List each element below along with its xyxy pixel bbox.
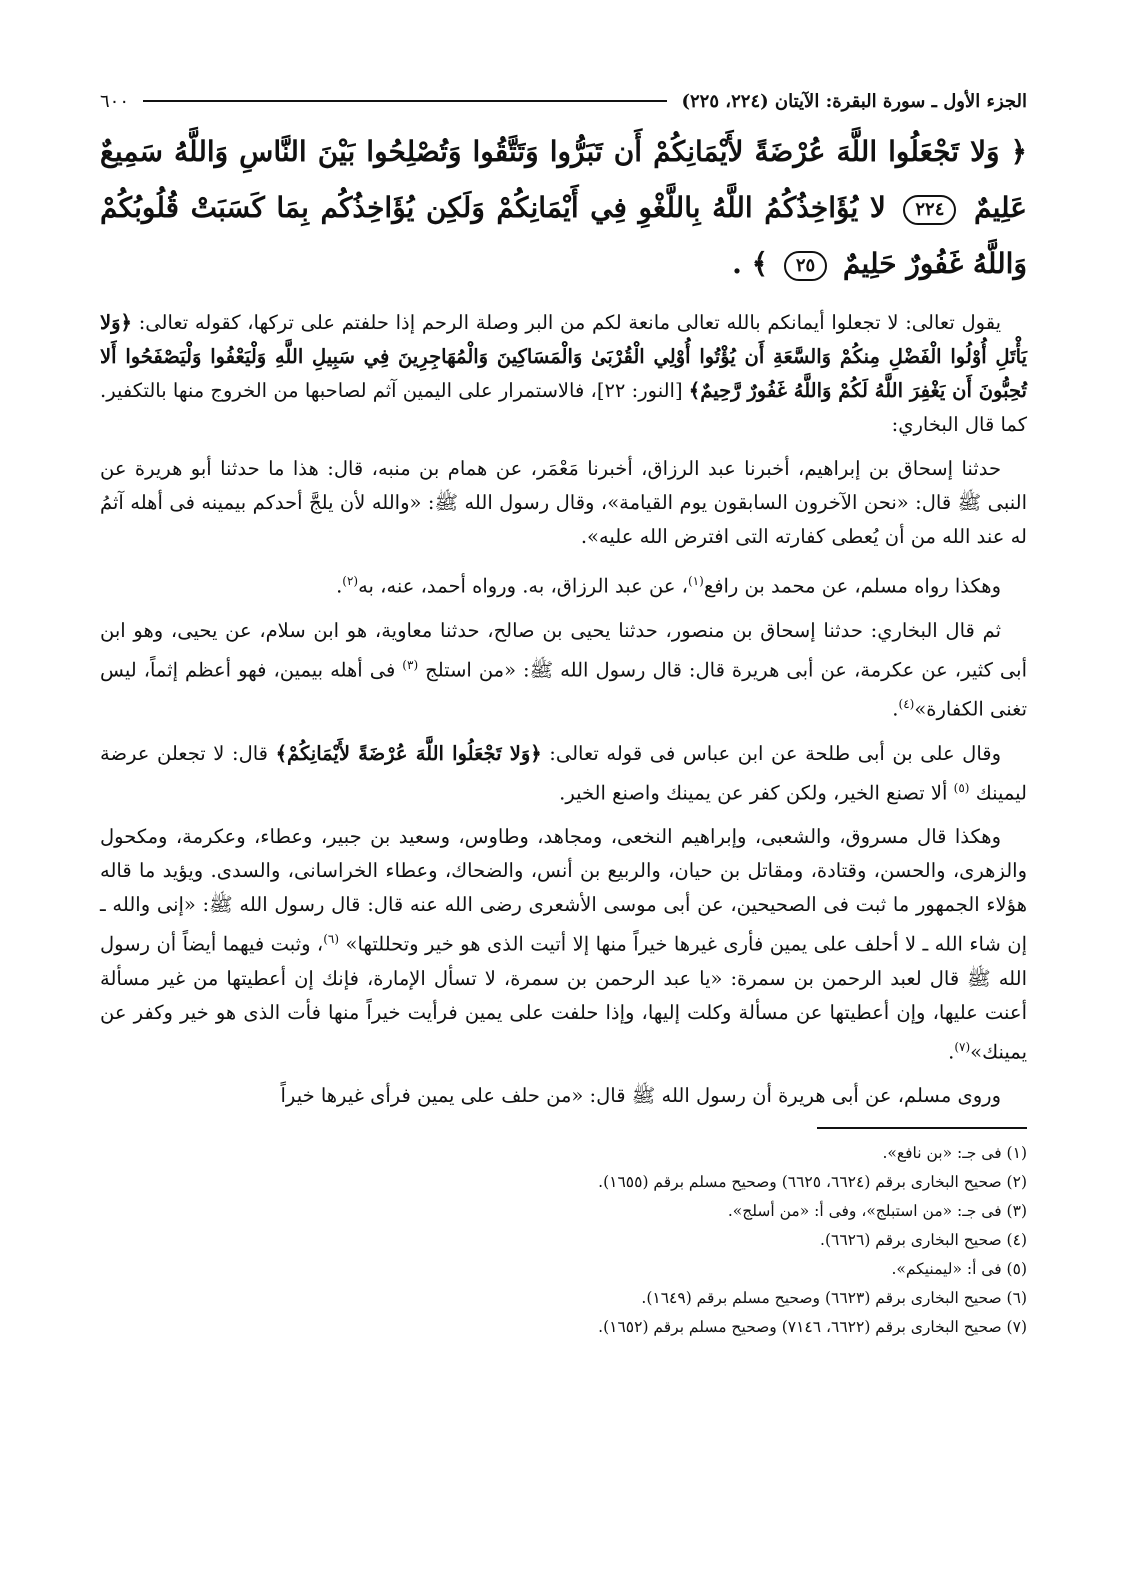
paragraph-text: قال: لا تجعلن عرضة ليمينك	[100, 741, 1027, 804]
paragraph-text: .	[948, 1040, 955, 1063]
paragraph-text: فى أهله بيمين، فهو أعظم إثماً، ليس تغنى الكفارة»	[100, 658, 1027, 721]
paragraph-text: وقال على بن أبى طلحة عن ابن عباس فى قوله تعالى:	[549, 741, 1002, 765]
paragraph-text: وهكذا قال مسروق، والشعبى، وإبراهيم النخعى، ومجاهد، وطاوس، وسعيد بن جبير، وعطاء، وعكرمة، ومكحول والزهرى، والحسن، وقتادة، ومقاتل بن حيان، والربيع بن أنس، والضحاك، وعطاء الخراسانى، والسدى. ويؤيد ما قاله هؤلاء الجمهور ما ثبت فى الصحيحين، عن أبى موسى الأشعرى رضى الله عنه قال: قال رسول الله ﷺ: «إنى والله ـ إن شاء الله ـ لا أحلف على يمين فأرى غيرها خيراً منها إلا أتيت الذى هو خير وتحللتها»	[100, 825, 1027, 956]
tafsir-paragraph	[100, 306, 1027, 442]
paragraph-text: يقول تعالى: لا تجعلوا أيمانكم بالله تعالى مانعة لكم من البر وصلة الرحم إذا حلفتم على تركها، كقوله تعالى:	[138, 311, 1002, 334]
footnote: (٦) صحيح البخارى برقم (٦٦٢٣) وصحيح مسلم برقم (١٦٤٩).	[641, 1289, 1027, 1307]
page-number: ٦٠٠	[100, 90, 130, 112]
header-rule	[143, 100, 667, 102]
verse-text-225: لا يُؤَاخِذُكُمُ اللَّهُ بِاللَّغْوِ فِي أَيْمَانِكُمْ وَلَكِن يُؤَاخِذُكُم بِمَا كَسَبَتْ قُلُوبُكُمْ وَاللَّهُ غَفُورٌ حَلِيمٌ	[100, 191, 1027, 280]
running-title: الجزء الأول ـ سورة البقرة: الآيتان (٢٢٤، ٢٢٥)	[681, 90, 1027, 112]
tafsir-paragraph	[100, 614, 1027, 727]
paragraph-text: وروى مسلم، عن أبى هريرة أن رسول الله ﷺ قال: «من حلف على يمين فرأى غيرها خيراً	[280, 1084, 1001, 1107]
quoted-verse: ﴿وَلا يَأْتَلِ أُوْلُوا الْفَضْلِ مِنكُمْ وَالسَّعَةِ أَن يُؤْتُوا أُوْلِي الْقُرْبَىٰ وَالْمَسَاكِينَ وَالْمُهَاجِرِينَ فِي سَبِيلِ اللَّهِ وَلْيَعْفُوا وَلْيَصْفَحُوا أَلا تُحِبُّونَ أَن يَغْفِرَ اللَّهُ لَكُمْ وَاللَّهُ غَفُورٌ رَّحِيمٌ﴾	[100, 311, 1027, 402]
paragraph-text: ، عن عبد الرزاق، به. ورواه أحمد، عنه، به	[358, 574, 688, 598]
footnote-ref[interactable]: (٦)	[323, 932, 340, 946]
verse-close-bracket: ﴾ .	[732, 247, 769, 280]
verse-open-bracket: ﴿	[1010, 135, 1028, 168]
footnote: (٧) صحيح البخارى برقم (٦٦٢٢، ٧١٤٦) وصحيح مسلم برقم (١٦٥٢).	[598, 1318, 1027, 1336]
tafsir-paragraph	[100, 1079, 1027, 1113]
footnote-ref[interactable]: (٧)	[954, 1039, 971, 1054]
tafsir-paragraph	[100, 452, 1027, 554]
page-header	[100, 86, 1027, 116]
paragraph-text: .	[892, 697, 899, 721]
footnote-ref[interactable]: (٢)	[342, 574, 359, 588]
paragraph-text: [النور: ٢٢]، فالاستمرار على اليمين آثم لصاحبها من الخروج منها بالتكفير. كما قال البخاري:	[100, 379, 1027, 436]
quoted-verse: ﴿وَلا تَجْعَلُوا اللَّهَ عُرْضَةً لأَيْمَانِكُمْ﴾	[275, 741, 542, 765]
footnote: (٣) فى جـ: «من استبلج»، وفى أ: «من أسلج».	[727, 1202, 1027, 1220]
paragraph-text: .	[336, 574, 343, 598]
verse-number-marker: ٢٢٤	[903, 195, 956, 225]
verse-number-marker: ٢٥	[784, 251, 827, 281]
footnote-separator	[817, 1127, 1027, 1129]
paragraph-text: ، وثبت فيهما أيضاً أن رسول الله ﷺ قال لعبد الرحمن بن سمرة: «يا عبد الرحمن بن سمرة، لا تسأل الإمارة، فإنك إن أعطيتها من غير مسألة أعنت عليها، وإن أعطيتها عن مسألة وكلت إليها، وإذا حلفت على يمين فرأيت خيراً منها فأت الذى هو خير وكفر عن يمينك»	[100, 932, 1027, 1063]
footnote-ref[interactable]: (١)	[687, 574, 704, 588]
paragraph-text: ألا تصنع الخير، ولكن كفر عن يمينك واصنع الخير.	[559, 781, 948, 804]
verse-text-224: وَلا تَجْعَلُوا اللَّهَ عُرْضَةً لأَيْمَانِكُمْ أَن تَبَرُّوا وَتَتَّقُوا وَتُصْلِحُوا بَيْنَ النَّاسِ وَاللَّهُ سَمِيعٌ عَلِيمٌ	[100, 135, 1027, 224]
paragraph-text: ثم قال البخاري: حدثنا إسحاق بن منصور، حدثنا يحيى بن صالح، حدثنا معاوية، هو ابن سلام، عن يحيى، وهو ابن أبى كثير، عن عكرمة، عن أبى هريرة قال: قال رسول الله ﷺ: «من استلج	[100, 618, 1028, 681]
footnote: (٥) فى أ: «ليمنيكم».	[891, 1260, 1027, 1278]
tafsir-paragraph	[100, 820, 1027, 1069]
footnote-ref[interactable]: (٥)	[953, 780, 970, 795]
paragraph-text: وهكذا رواه مسلم، عن محمد بن رافع	[703, 574, 1001, 598]
footnote: (٤) صحيح البخارى برقم (٦٦٢٦).	[820, 1231, 1027, 1249]
footnote-ref[interactable]: (٣)	[402, 657, 419, 672]
quran-verse	[100, 124, 1027, 292]
paragraph-text: حدثنا إسحاق بن إبراهيم، أخبرنا عبد الرزاق، أخبرنا مَعْمَر، عن همام بن منبه، قال: هذا ما حدثنا أبو هريرة عن النبى ﷺ قال: «نحن الآخرون السابقون يوم القيامة»، وقال رسول الله ﷺ: «والله لأن يلجَّ أحدكم بيمينه فى أهله آثمُ له عند الله من أن يُعطى كفارته التى افترض الله عليه».	[100, 457, 1027, 548]
footnote: (١) فى جـ: «بن نافع».	[882, 1144, 1027, 1162]
footnote: (٢) صحيح البخارى برقم (٦٦٢٤، ٦٦٢٥) وصحيح مسلم برقم (١٦٥٥).	[598, 1173, 1027, 1191]
footnote-ref[interactable]: (٤)	[898, 697, 915, 711]
footnotes-section	[100, 1139, 1027, 1342]
tafsir-paragraph	[100, 737, 1027, 811]
tafsir-paragraph	[100, 564, 1027, 604]
